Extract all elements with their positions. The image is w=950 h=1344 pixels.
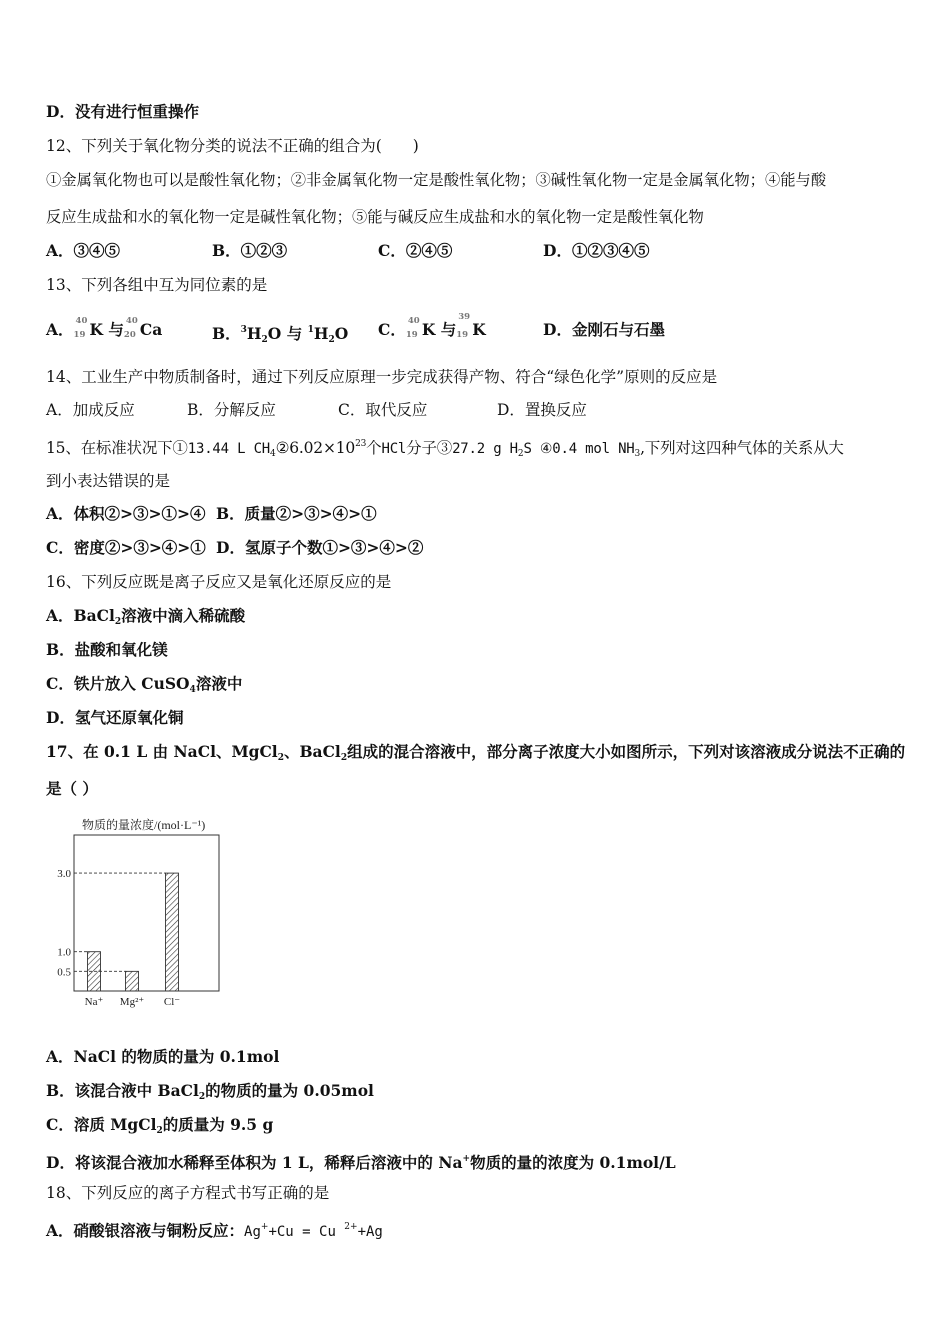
- chart-x-tick-label: Cl⁻: [163, 996, 181, 1008]
- q15-option-a: A．体积②>③>①>④: [46, 504, 206, 523]
- q15-option-c: C．密度②>③>④>①: [46, 538, 206, 557]
- q12-statement-line2: 反应生成盐和水的氧化物一定是碱性氧化物；⑤能与碱反应生成盐和水的氧化物一定是酸性氧化物: [46, 208, 704, 226]
- isotope-k40: 40 19: [405, 316, 420, 340]
- chart-y-axis-title: 物质的量浓度/(mol·L⁻¹): [82, 818, 206, 832]
- q12-option-c: C．②④⑤: [378, 241, 453, 260]
- q14-option-b: B．分解反应: [187, 401, 276, 419]
- q17-option-b: B．该混合液中 BaCl$_2$的物质的量为 0.05mol: [46, 1081, 374, 1102]
- chart-x-tick-label: Na⁺: [84, 996, 104, 1008]
- q13-stem: 13、下列各组中互为同位素的是: [46, 276, 268, 294]
- isotope-k39: 39 19: [456, 312, 471, 340]
- chart-y-tick-label: 1.0: [57, 946, 71, 959]
- q12-stem: 12、下列关于氧化物分类的说法不正确的组合为( ): [46, 137, 419, 155]
- q14-option-a: A．加成反应: [46, 401, 135, 419]
- chart-bar-0: [88, 952, 101, 991]
- q13-option-b: B．$^3H_2O$ 与 $^1H_2O$: [212, 324, 349, 345]
- q12-option-a: A．③④⑤: [46, 241, 121, 260]
- q12-statement-line1: ①金属氧化物也可以是酸性氧化物；②非金属氧化物一定是酸性氧化物；③碱性氧化物一定是金属氧化物；④能与酸: [46, 171, 827, 189]
- q18-option-a: A．硝酸银溶液与铜粉反应：Ag++Cu = Cu $^{2+}$+Ag: [46, 1221, 383, 1240]
- q12-option-b: B．①②③: [212, 241, 288, 260]
- q16-stem: 16、下列反应既是离子反应又是氧化还原反应的是: [46, 573, 392, 591]
- q13-a-label: A．: [46, 320, 74, 339]
- q17-ion-concentration-chart: [48, 812, 228, 1022]
- q18-stem: 18、下列反应的离子方程式书写正确的是: [46, 1184, 330, 1202]
- q17-option-a: A．NaCl 的物质的量为 0.1mol: [46, 1047, 280, 1066]
- chart-y-tick-label: 3.0: [57, 868, 71, 881]
- chart-bar-1: [126, 971, 139, 991]
- q11-option-d: D．没有进行恒重操作: [46, 102, 199, 121]
- chart-y-tick-label: 0.5: [57, 966, 71, 979]
- chart-x-tick-label: Mg²⁺: [119, 996, 145, 1008]
- q15-stem-line2: 到小表达错误的是: [46, 472, 171, 490]
- q15-option-b: B．质量②>③>④>①: [216, 504, 377, 523]
- q16-option-d: D．氢气还原氧化铜: [46, 708, 184, 727]
- isotope-ca40: 40 20: [123, 316, 138, 340]
- q14-stem: 14、工业生产中物质制备时，通过下列反应原理一步完成获得产物、符合“绿色化学”原则的反应是: [46, 368, 718, 386]
- q14-option-c: C．取代反应: [338, 401, 428, 419]
- q17-option-c: C．溶质 MgCl$_2$的质量为 9.5 g: [46, 1115, 274, 1136]
- q16-option-b: B．盐酸和氧化镁: [46, 640, 168, 659]
- q15-option-d: D．氢原子个数①>③>④>②: [216, 538, 424, 557]
- q13-option-c: C． 40 19 K 与 39 19 K: [378, 312, 486, 340]
- q13-option-d: D．金刚石与石墨: [543, 320, 665, 339]
- isotope-k40: 40 19: [73, 316, 88, 340]
- q15-stem: 15、在标准状况下①13.44 L $CH_4②6.02\times 10^{23}$个HCl分子③27.2 g $H_2S$ ④0.4 mol $NH_3$,下列对这四种气体的关系从大: [46, 439, 844, 459]
- q17-option-d: D．将该混合液加水稀释至体积为 1 L，稀释后溶液中的 Na+物质的量的浓度为 0.1mol/L: [46, 1153, 676, 1172]
- q17-stem: 17、在 0.1 L 由 NaCl、MgCl$_2$、BaCl$_2$组成的混合溶液中，部分离子浓度大小如图所示，下列对该溶液成分说法不正确的: [46, 742, 906, 763]
- q13-option-a: A． 40 19 K 与 40 20 Ca: [46, 316, 163, 340]
- q14-option-d: D．置换反应: [497, 401, 587, 419]
- chart-bar-2: [166, 873, 179, 991]
- q16-option-c: C．铁片放入 CuSO$_4$溶液中: [46, 674, 243, 695]
- q16-option-a: A．BaCl$_2$溶液中滴入稀硫酸: [46, 606, 246, 627]
- q12-option-d: D．①②③④⑤: [543, 241, 650, 260]
- q17-stem-line2: 是（ ）: [46, 779, 98, 798]
